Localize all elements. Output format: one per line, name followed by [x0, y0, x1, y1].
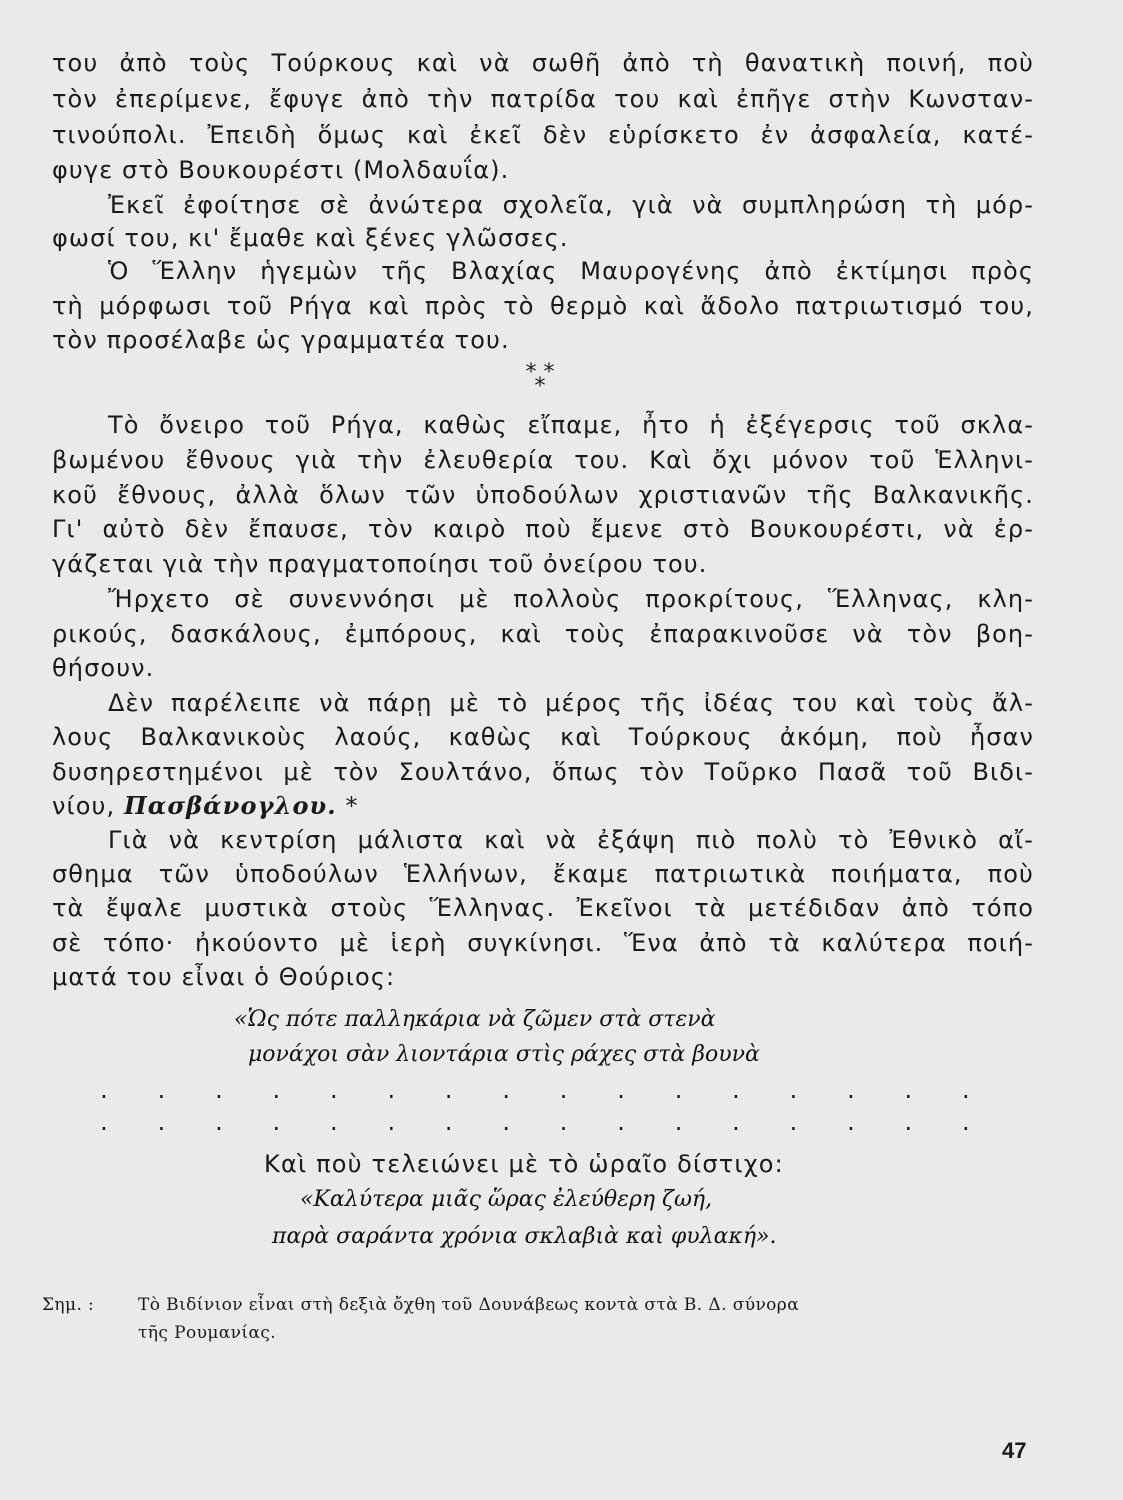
text-line: Ἐκεῖ ἐφοίτησε σὲ ἀνώτερα σχολεῖα, γιὰ νὰ συμπληρώση τὴ μόρ-	[108, 191, 1034, 219]
footnote-text: Τὸ Βιδίνιον εἶναι στὴ δεξιὰ ὄχθη τοῦ Δουνάβεως κοντὰ στὰ Β. Δ. σύνορα	[138, 1295, 800, 1315]
text-fragment: νίου,	[52, 792, 124, 820]
text-line: Τὸ ὄνειρο τοῦ Ρήγα, καθὼς εἴπαμε, ἦτο ἡ ἐξέγερσις τοῦ σκλα-	[108, 411, 1034, 439]
ellipsis-row: . . . . . . . . . . . . . . . .	[100, 1108, 970, 1136]
footnote-text: τῆς Ρουμανίας.	[138, 1323, 277, 1343]
page-number: 47	[1002, 1438, 1027, 1463]
text-line: ματά του εἶναι ὁ Θούριος:	[52, 963, 396, 991]
poem-line: «Ὡς πότε παλληκάρια νὰ ζῶμεν στὰ στενὰ	[234, 1007, 716, 1032]
text-line: Δὲν παρέλειπε νὰ πάρῃ μὲ τὸ μέρος τῆς ἰδέας του καὶ τοὺς ἄλ-	[108, 689, 1034, 717]
ellipsis-row: . . . . . . . . . . . . . . . .	[100, 1076, 970, 1104]
text-line: τὰ ἔψαλε μυστικὰ στοὺς Ἕλληνας. Ἐκεῖνοι τὰ μετέδιδαν ἀπὸ τόπο	[52, 894, 1034, 922]
text-line: Γι' αὐτὸ δὲν ἔπαυσε, τὸν καιρὸ ποὺ ἔμενε στὸ Βουκουρέστι, νὰ ἐρ-	[52, 515, 1034, 543]
text-line: Γιὰ νὰ κεντρίση μάλιστα καὶ νὰ ἐξάψη πιὸ πολὺ τὸ Ἐθνικὸ αἴ-	[108, 826, 1034, 854]
text-line: τὴ μόρφωσι τοῦ Ρήγα καὶ πρὸς τὸ θερμὸ καὶ ἄδολο πατριωτισμό του,	[52, 292, 1034, 320]
text-line: γάζεται γιὰ τὴν πραγματοποίησι τοῦ ὀνείρου του.	[52, 550, 708, 578]
text-line: τὸν ἐπερίμενε, ἔφυγε ἀπὸ τὴν πατρίδα του καὶ ἐπῆγε στὴν Κωνσταν-	[52, 85, 1034, 113]
text-line: κοῦ ἔθνους, ἀλλὰ ὅλων τῶν ὑποδούλων χριστιανῶν τῆς Βαλκανικῆς.	[52, 481, 1034, 509]
text-line: δυσηρεστημένοι μὲ τὸν Σουλτάνο, ὅπως τὸν Τοῦρκο Πασᾶ τοῦ Βιδι-	[52, 758, 1034, 786]
text-line: φωσί του, κι' ἔμαθε καὶ ξένες γλῶσσες.	[52, 224, 569, 252]
couplet-intro: Καὶ ποὺ τελειώνει μὲ τὸ ὡραῖο δίστιχο:	[264, 1150, 784, 1178]
text-line	[52, 791, 1034, 821]
text-line: Ἤρχετο σὲ συνεννόησι μὲ πολλοὺς προκρίτους, Ἕλληνας, κλη-	[108, 585, 1034, 613]
text-line: Ὁ Ἕλλην ἡγεμὼν τῆς Βλαχίας Μαυρογένης ἀπὸ ἐκτίμησι πρὸς	[108, 257, 1034, 285]
text-line: τινούπολι. Ἐπειδὴ ὅμως καὶ ἐκεῖ δὲν εὑρίσκετο ἐν ἀσφαλεία, κατέ-	[52, 121, 1034, 149]
couplet-line: παρὰ σαράντα χρόνια σκλαβιὰ καὶ φυλακή».	[272, 1224, 777, 1249]
pasvanoglou-name: Πασβάνογλου.	[123, 791, 337, 820]
footnote-marker: *	[336, 792, 359, 820]
footnote-label: Σημ. :	[42, 1295, 95, 1315]
text-line: σθημα τῶν ὑποδούλων Ἑλλήνων, ἔκαμε πατριωτικὰ ποιήματα, ποὺ	[52, 860, 1034, 888]
section-separator: * * *	[525, 360, 555, 399]
poem-line: μονάχοι σὰν λιοντάρια στὶς ράχες στὰ βουνὰ	[248, 1042, 760, 1067]
text-line: σὲ τόπο· ἠκούοντο μὲ ἱερὴ συγκίνησι. Ἕνα ἀπὸ τὰ καλύτερα ποιή-	[52, 929, 1034, 957]
text-line: λους Βαλκανικοὺς λαούς, καθὼς καὶ Τούρκους ἀκόμη, ποὺ ἦσαν	[52, 723, 1034, 751]
text-line: φυγε στὸ Βουκουρέστι (Μολδαυΐα).	[52, 156, 510, 184]
text-line: τὸν προσέλαβε ὡς γραμματέα του.	[52, 326, 510, 354]
text-line: του ἀπὸ τοὺς Τούρκους καὶ νὰ σωθῆ ἀπὸ τὴ θανατικὴ ποινή, ποὺ	[52, 49, 1034, 77]
couplet-line: «Καλύτερα μιᾶς ὥρας ἐλεύθερη ζωή,	[300, 1187, 713, 1212]
text-line: θήσουν.	[52, 654, 155, 682]
text-line: βωμένου ἔθνους γιὰ τὴν ἐλευθερία του. Καὶ ὄχι μόνον τοῦ Ἑλληνι-	[52, 446, 1034, 474]
text-line: ρικούς, δασκάλους, ἐμπόρους, καὶ τοὺς ἐπαρακινοῦσε νὰ τὸν βοη-	[52, 620, 1034, 648]
